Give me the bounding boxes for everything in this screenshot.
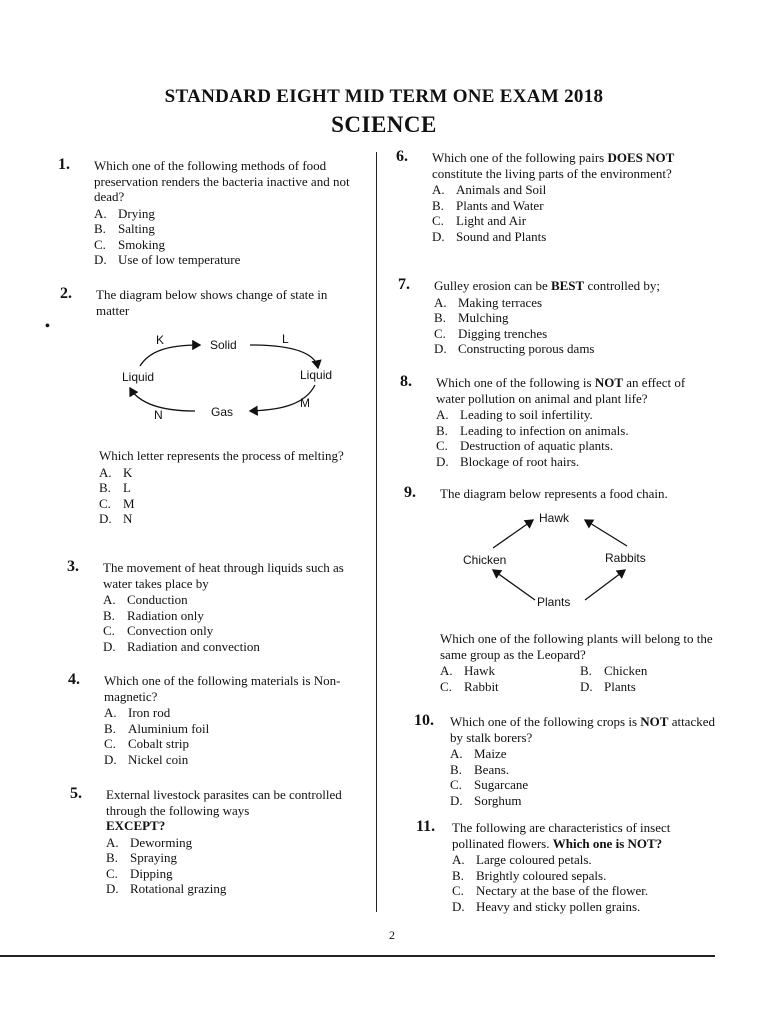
question-11 (416, 818, 718, 914)
question-stem: Which one of the following methods of food preservation renders the bacteria inactive and not dead? (94, 158, 350, 204)
option[interactable]: B. Brightly coloured sepals. (452, 867, 607, 883)
option[interactable]: C. Nectary at the base of the flower. (452, 883, 649, 898)
option[interactable]: C. Destruction of aquatic plants. (436, 438, 614, 453)
options-list (434, 295, 714, 357)
label-hawk: Hawk (539, 511, 570, 525)
label-chicken: Chicken (463, 553, 507, 567)
label-liquid-right: Liquid (300, 368, 333, 382)
question-7 (398, 276, 714, 357)
question-stem: External livestock parasites can be controlled through the following ways EXCEPT? (106, 787, 342, 833)
question-stem: The diagram below represents a food chain. (440, 486, 668, 501)
question-number: 3. (67, 558, 79, 575)
question-number: 8. (400, 373, 412, 390)
options-list (432, 182, 714, 244)
letter-k: K (156, 333, 165, 347)
letter-m: M (300, 396, 310, 410)
option[interactable]: B. Leading to infection on animals. (436, 422, 629, 438)
option[interactable]: A. Conduction (103, 592, 188, 607)
option[interactable]: D. Sorghum (450, 792, 522, 808)
label-liquid-left: Liquid (122, 370, 155, 384)
arrow-plants-chicken (493, 570, 535, 600)
option[interactable]: C. Dipping (106, 865, 173, 881)
option[interactable]: A. Deworming (106, 834, 193, 850)
option[interactable]: B. Chicken (580, 663, 648, 678)
option[interactable]: C. Light and Air (432, 213, 527, 228)
options-grid (440, 663, 720, 694)
question-stem: The following are characteristics of insect pollinated flowers. Which one is NOT? (452, 820, 671, 851)
option[interactable]: D. Nickel coin (104, 751, 189, 767)
question-number: 7. (398, 276, 410, 293)
question-number: 10. (414, 712, 434, 729)
option[interactable]: A. Hawk (440, 663, 496, 678)
label-gas: Gas (211, 405, 234, 419)
option[interactable]: B. Mulching (434, 310, 509, 325)
food-chain-diagram (455, 508, 675, 612)
options-list (450, 746, 716, 808)
option[interactable]: C. Digging trenches (434, 325, 548, 341)
exam-title: STANDARD EIGHT MID TERM ONE EXAM 2018 (164, 86, 604, 107)
option[interactable]: C. Sugarcane (450, 777, 529, 792)
question-stem: Which one of the following pairs DOES NOT constitute the living parts of the environment? (432, 150, 675, 181)
options-list (452, 852, 718, 914)
options-list (99, 465, 361, 527)
question-2-prompt (99, 448, 361, 527)
question-number: 11. (416, 818, 436, 835)
label-plants: Plants (537, 595, 571, 609)
question-number: 1. (58, 156, 70, 173)
question-stem: Which letter represents the process of melting? (99, 448, 344, 463)
arrow-chicken-hawk (493, 520, 533, 548)
option[interactable]: B. Radiation only (103, 607, 204, 623)
question-number: 4. (68, 671, 80, 688)
question-4 (68, 671, 372, 767)
subject-title: SCIENCE (331, 112, 437, 137)
option[interactable]: B. Salting (94, 221, 155, 236)
options-list (106, 835, 368, 897)
options-list (103, 592, 371, 654)
footer-rule (0, 955, 715, 957)
option[interactable]: D. Use of low temperature (94, 252, 241, 267)
question-10 (414, 712, 716, 808)
arrow-k (140, 345, 200, 366)
option[interactable]: A. Making terraces (434, 294, 543, 310)
option[interactable]: D. Blockage of root hairs. (436, 453, 580, 469)
question-stem: Which one of the following is NOT an effect of water pollution on animal and plant life? (436, 375, 686, 406)
option[interactable]: B. Spraying (106, 850, 177, 865)
option[interactable]: A. Animals and Soil (432, 182, 547, 197)
question-number: 5. (70, 785, 82, 802)
page-number: 2 (389, 928, 395, 942)
change-of-state-diagram (110, 330, 350, 422)
options-list (436, 407, 714, 469)
label-solid: Solid (210, 338, 237, 352)
option[interactable]: B. Aluminium foil (104, 720, 210, 736)
option[interactable]: D. N (99, 511, 133, 526)
question-2 (60, 285, 362, 318)
option[interactable]: A. Iron rod (104, 705, 171, 720)
options-list (94, 206, 364, 268)
question-number: 6. (396, 148, 408, 165)
option[interactable]: B. Beans. (450, 761, 510, 777)
stray-dot: • (45, 319, 50, 334)
question-stem: The diagram below shows change of state in matter (96, 287, 328, 318)
option[interactable]: C. Convection only (103, 623, 214, 638)
option[interactable]: C. Rabbit (440, 678, 499, 694)
question-5 (70, 785, 368, 897)
option[interactable]: D. Rotational grazing (106, 881, 227, 896)
option[interactable]: C. M (99, 495, 135, 511)
question-stem: Which one of the following crops is NOT attacked by stalk borers? (450, 714, 715, 745)
option[interactable]: C. Cobalt strip (104, 736, 190, 751)
question-number: 2. (60, 285, 72, 302)
question-1 (58, 156, 364, 268)
option[interactable]: A. K (99, 464, 133, 480)
option[interactable]: D. Sound and Plants (432, 228, 547, 244)
question-number: 9. (404, 484, 416, 501)
option[interactable]: A. Maize (450, 746, 507, 761)
option[interactable]: A. Leading to soil infertility. (436, 407, 593, 422)
arrow-rabbits-hawk (585, 520, 627, 546)
question-stem: Which one of the following plants will belong to the same group as the Leopard? (440, 631, 713, 662)
option[interactable]: D. Constructing porous dams (434, 341, 595, 356)
option[interactable]: B. Plants and Water (432, 197, 544, 213)
question-9-prompt (440, 631, 720, 694)
column-divider (376, 152, 377, 912)
option[interactable]: A. Drying (94, 205, 155, 221)
question-stem: Gulley erosion can be BEST controlled by; (434, 278, 661, 293)
option[interactable]: B. L (99, 480, 131, 495)
letter-l: L (282, 332, 289, 346)
option[interactable]: A. Large coloured petals. (452, 852, 592, 867)
option[interactable]: C. Smoking (94, 236, 165, 252)
arrow-plants-rabbits (585, 570, 625, 600)
label-rabbits: Rabbits (605, 551, 646, 565)
question-9 (404, 484, 714, 502)
question-3 (67, 558, 371, 654)
option[interactable]: D. Radiation and convection (103, 638, 260, 654)
arrow-l (250, 345, 318, 368)
option[interactable]: D. Plants (580, 678, 636, 694)
question-stem: The movement of heat through liquids such as water takes place by (103, 560, 344, 591)
options-list (104, 705, 372, 767)
question-6 (396, 148, 714, 244)
letter-n: N (154, 408, 163, 422)
question-stem: Which one of the following materials is Non-magnetic? (104, 673, 341, 704)
option[interactable]: D. Heavy and sticky pollen grains. (452, 898, 641, 914)
question-8 (400, 373, 714, 469)
